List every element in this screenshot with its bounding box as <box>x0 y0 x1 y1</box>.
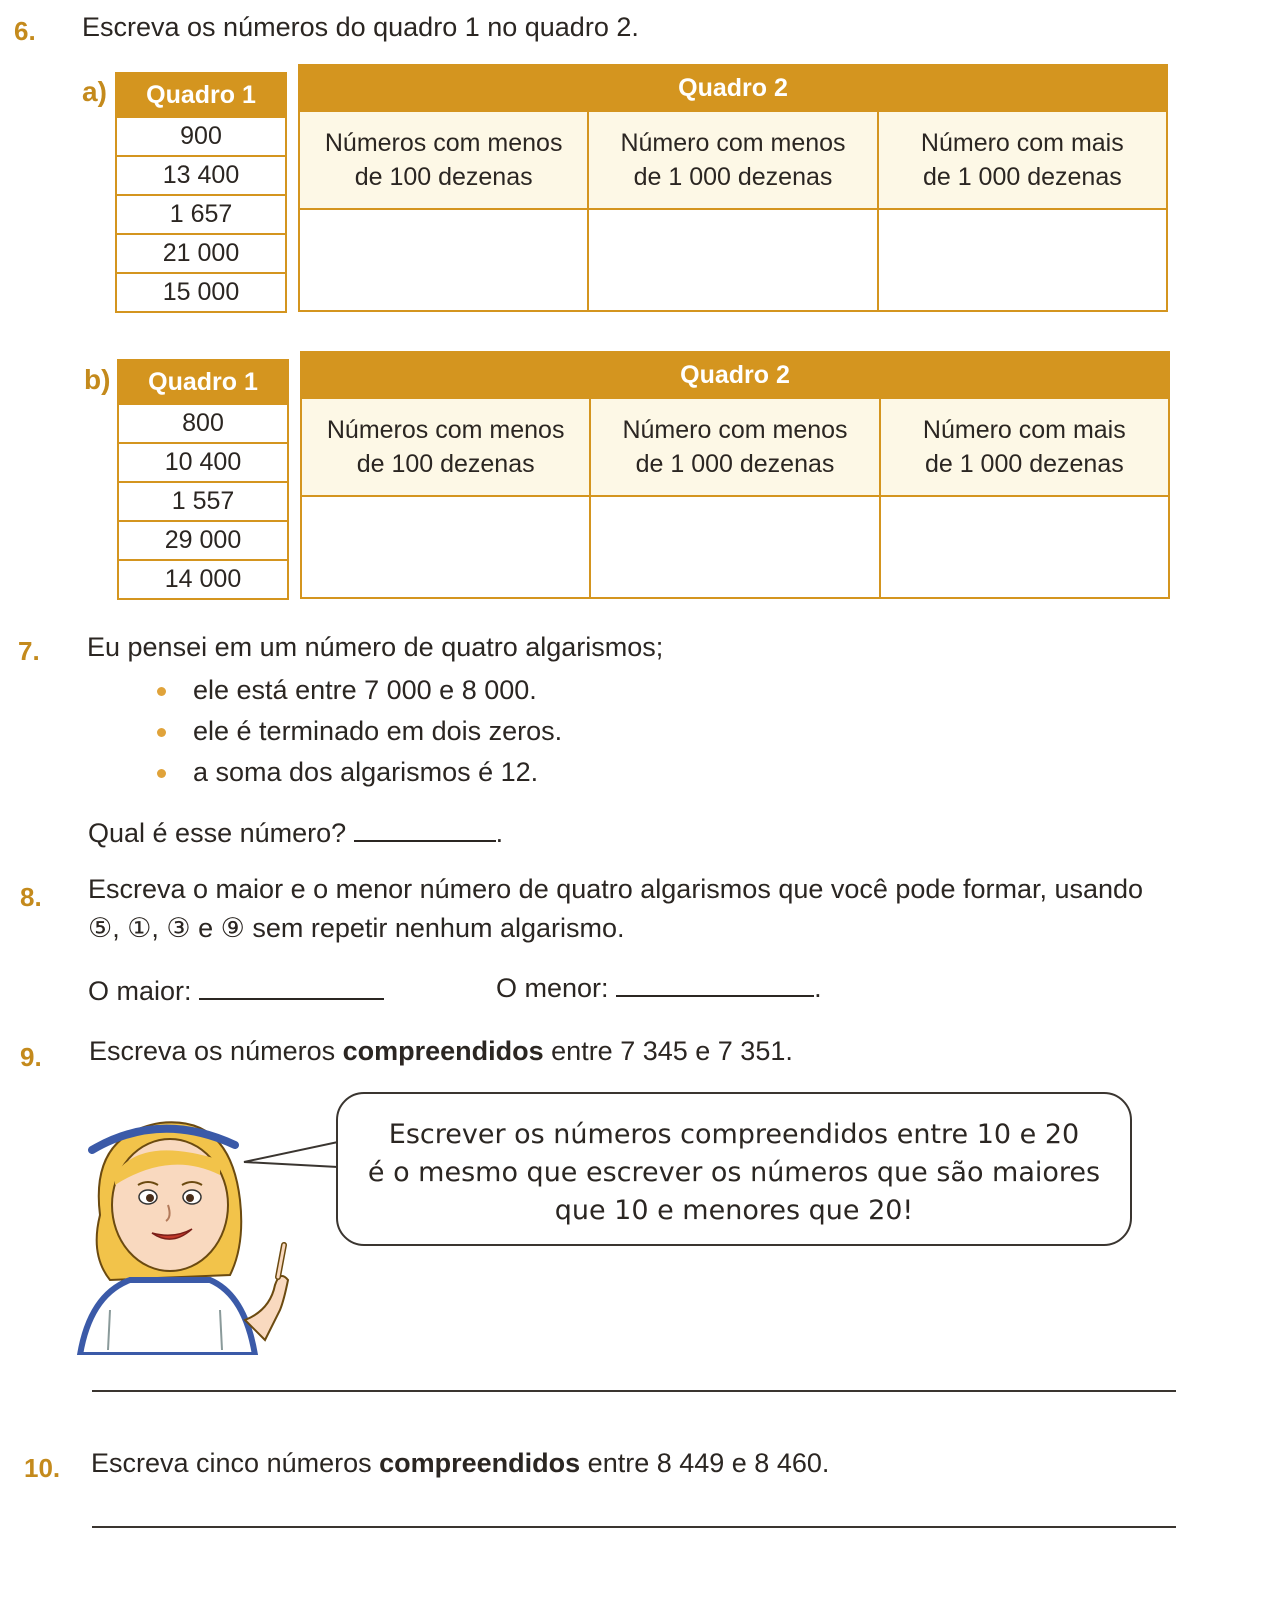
question-number-9: 9. <box>20 1042 42 1072</box>
quadro-1-table-b <box>117 359 289 600</box>
column-header-menos-100: Números com menos de 100 dezenas <box>301 398 590 496</box>
quadro-1-title: Quadro 1 <box>118 360 288 404</box>
quadro-1-value: 29 000 <box>118 521 288 560</box>
item-letter-b: b) <box>84 364 111 395</box>
speech-bubble-line: que 10 e menores que 20! <box>554 1195 914 1226</box>
question-10-text: Escreva cinco números compreendidos entre 8 449 e 8 460. <box>91 1448 830 1478</box>
question-9-text: Escreva os números compreendidos entre 7 345 e 7 351. <box>89 1036 793 1066</box>
quadro-1-value: 900 <box>116 117 286 156</box>
question-7-text: Eu pensei em um número de quatro algarismos; <box>87 632 664 662</box>
question-7-prompt: Qual é esse número? . <box>88 818 504 848</box>
column-header-menos-1000: Número com menos de 1 000 dezenas <box>590 398 879 496</box>
quadro-2-table-a <box>298 64 1168 312</box>
quadro-2-table-b <box>300 351 1170 599</box>
question-6-text: Escreva os números do quadro 1 no quadro 2. <box>82 12 639 42</box>
speech-bubble-tail <box>240 1140 340 1170</box>
quadro-1-title: Quadro 1 <box>116 73 286 117</box>
quadro-1-value: 13 400 <box>116 156 286 195</box>
item-letter-a: a) <box>82 76 107 107</box>
speech-bubble-line: Escrever os números compreendidos entre 10 e 20 <box>388 1119 1080 1150</box>
clue-item: a soma dos algarismos é 12. <box>157 757 562 798</box>
quadro-1-value: 800 <box>118 404 288 443</box>
column-header-menos-1000: Número com menos de 1 000 dezenas <box>588 111 877 209</box>
menor-answer-blank[interactable] <box>616 995 814 997</box>
answer-line-10[interactable] <box>92 1526 1176 1528</box>
question-number-6: 6. <box>14 16 36 46</box>
column-header-mais-1000: Número com mais de 1 000 dezenas <box>880 398 1169 496</box>
quadro-1-value: 1 557 <box>118 482 288 521</box>
maior-prompt: O maior: <box>88 976 384 1007</box>
quadro-1-value: 15 000 <box>116 273 286 312</box>
question-number-8: 8. <box>20 882 42 912</box>
speech-bubble <box>336 1092 1132 1246</box>
question-number-7: 7. <box>18 636 40 666</box>
maior-answer-blank[interactable] <box>199 998 384 1000</box>
menor-prompt: O menor: . <box>496 973 822 1003</box>
clue-item: ele está entre 7 000 e 8 000. <box>157 675 562 716</box>
speech-bubble-line: é o mesmo que escrever os números que são maiores <box>367 1157 1101 1188</box>
quadro-1-value: 14 000 <box>118 560 288 599</box>
answer-cell[interactable] <box>588 209 877 311</box>
answer-cell[interactable] <box>299 209 588 311</box>
answer-cell[interactable] <box>880 496 1169 598</box>
clue-list <box>157 675 562 798</box>
question-number-10: 10. <box>24 1453 61 1483</box>
answer-cell[interactable] <box>301 496 590 598</box>
answer-cell[interactable] <box>878 209 1167 311</box>
quadro-2-title: Quadro 2 <box>299 65 1167 111</box>
quadro-2-title: Quadro 2 <box>301 352 1169 398</box>
column-header-mais-1000: Número com mais de 1 000 dezenas <box>878 111 1167 209</box>
quadro-1-value: 21 000 <box>116 234 286 273</box>
answer-line-9[interactable] <box>92 1390 1176 1392</box>
column-header-menos-100: Números com menos de 100 dezenas <box>299 111 588 209</box>
answer-blank[interactable] <box>354 840 496 842</box>
question-8-text-line-1: Escreva o maior e o menor número de quatro algarismos que você pode formar, usando <box>88 874 1144 904</box>
quadro-1-table-a <box>115 72 287 313</box>
quadro-1-value: 10 400 <box>118 443 288 482</box>
answer-cell[interactable] <box>590 496 879 598</box>
quadro-1-value: 1 657 <box>116 195 286 234</box>
question-8-text-line-2: ⑤, ①, ③ e ⑨ sem repetir nenhum algarismo. <box>88 913 625 943</box>
clue-item: ele é terminado em dois zeros. <box>157 716 562 757</box>
